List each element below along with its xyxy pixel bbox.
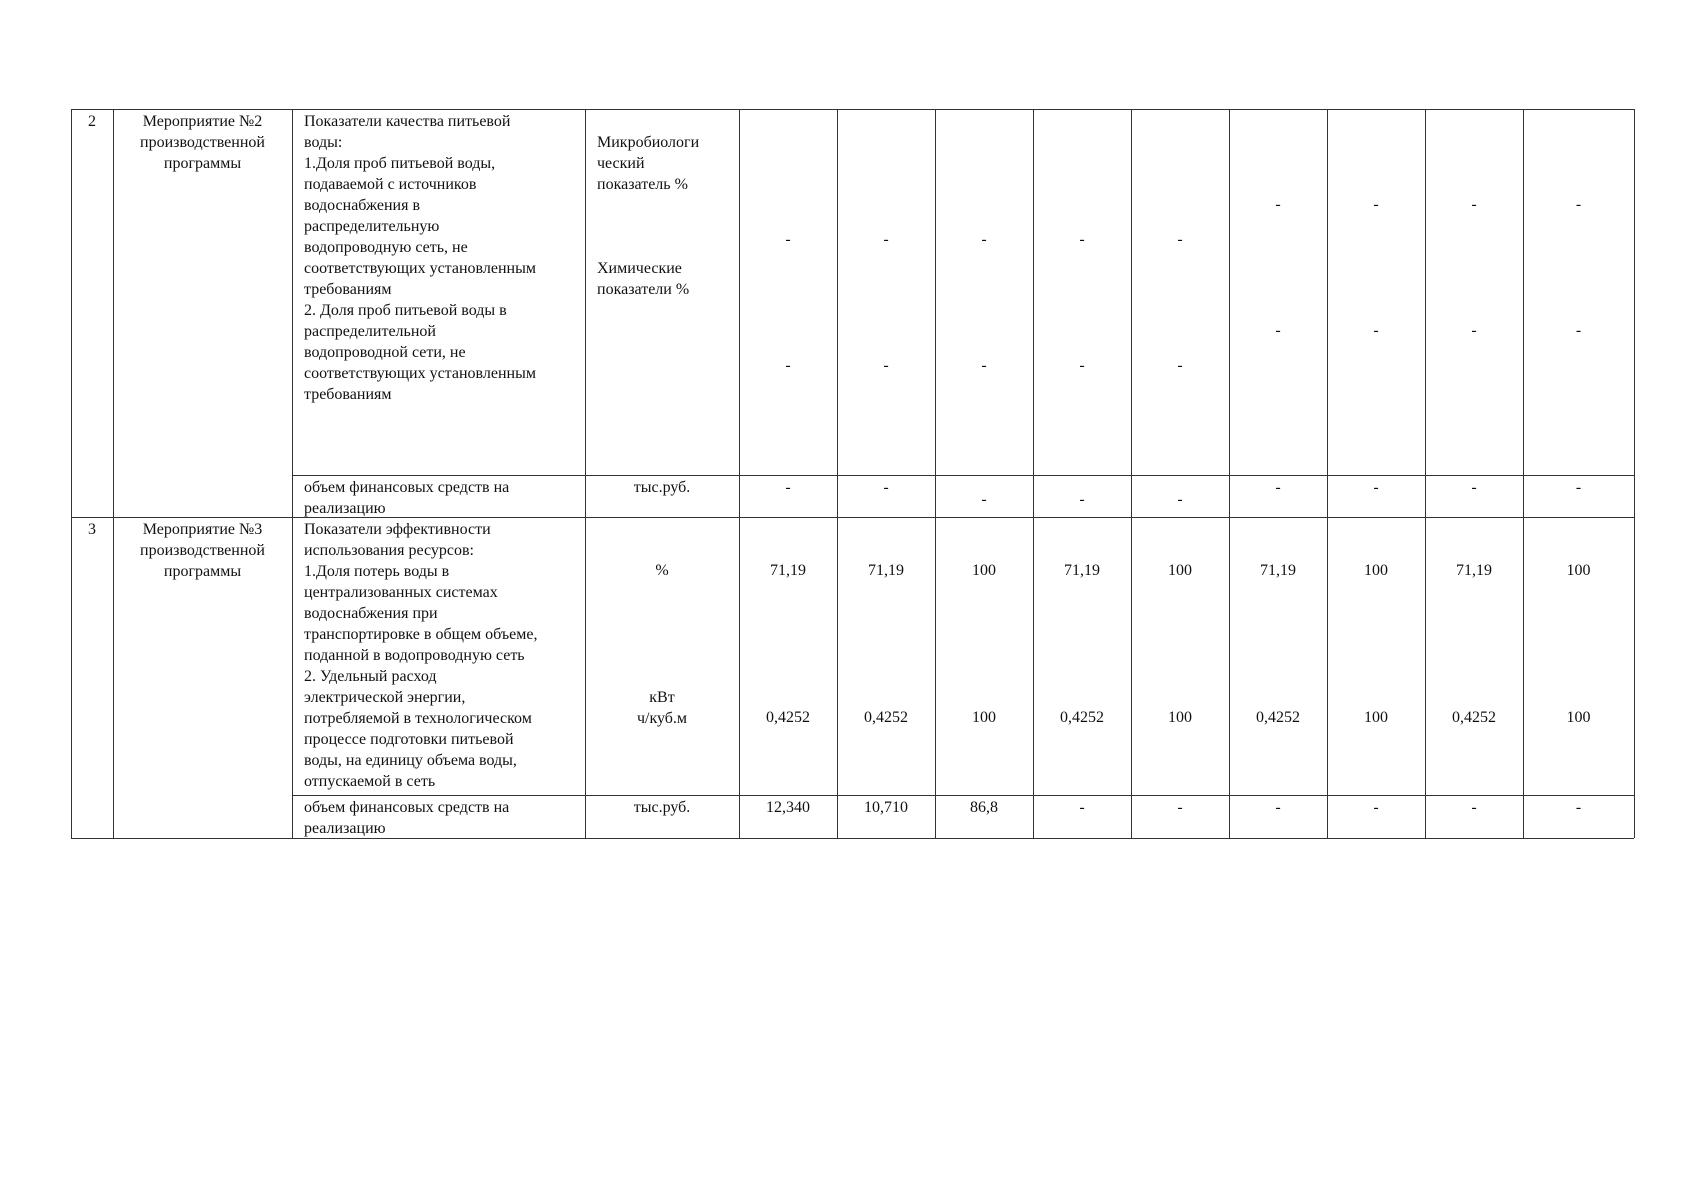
indicator-value: 0,4252 [1256,709,1300,726]
indicator-value: - [1275,196,1281,213]
indicator-value: 100 [1364,709,1388,726]
finance-label: объем финансовых средств на реализацию [304,799,510,837]
indicator-value: - [1079,231,1085,248]
unit-label: % [655,562,669,579]
table-grid-line [1523,109,1524,838]
indicator-value: 71,19 [770,562,806,579]
indicator-value: 100 [1364,562,1388,579]
indicator-description: Показатели эффективности использования ресурсов: 1.Доля потерь воды в централизованных системах водоснабжения при транспортировке в общем объеме, поданной в водопроводную сеть 2. Удельный расход электрической энергии, потребляемой в технологическом процессе подготовки питьевой воды, на единицу объема воды, отпускаемой в сеть [304,521,538,790]
indicator-value: 100 [1168,709,1192,726]
finance-value: - [1575,479,1582,496]
indicator-value: 0,4252 [1452,709,1496,726]
indicator-value: 100 [972,709,996,726]
indicator-value: - [1177,231,1183,248]
indicator-value: 71,19 [1456,562,1492,579]
indicator-value: - [1575,196,1582,213]
indicator-value: - [883,231,889,248]
finance-value: - [981,491,987,508]
finance-label: объем финансовых средств на реализацию [304,479,510,517]
indicator-value: - [1575,322,1582,339]
table-grid-line [1327,109,1328,838]
finance-value: - [1471,799,1477,816]
finance-unit: тыс.руб. [633,799,691,816]
indicator-value: - [785,357,791,374]
table-grid-line [292,795,1634,796]
indicator-value: 100 [1168,562,1192,579]
table-grid-line [1131,109,1132,838]
finance-value: - [1079,799,1085,816]
table-grid-line [71,109,72,838]
finance-value: - [785,479,791,496]
table-grid-line [739,109,740,838]
table-grid-line [837,109,838,838]
table-grid-line [935,109,936,838]
indicator-value: 100 [972,562,996,579]
finance-value: - [1373,479,1379,496]
table-grid-line [1229,109,1230,838]
finance-value: - [1177,799,1183,816]
finance-value: - [1079,491,1085,508]
indicator-value: - [1079,357,1085,374]
indicator-value: - [785,231,791,248]
finance-value: - [1471,479,1477,496]
indicator-value: - [1373,322,1379,339]
finance-value: 12,340 [766,799,810,816]
event-name: Мероприятие №3 производственной программы [140,521,265,580]
indicator-value: 0,4252 [1060,709,1104,726]
indicator-value: - [1373,196,1379,213]
indicator-description: Показатели качества питьевой воды: 1.Доля проб питьевой воды, подаваемой с источников водоснабжения в распределительную водопроводную сеть, не соответствующих установленным требованиям 2. Доля проб питьевой воды в распределительной водопроводной сети, не соответствующих установленным требованиям [304,113,536,403]
event-name: Мероприятие №2 производственной программы [140,113,265,172]
unit-label: Микробиологи ческий показатель % [597,134,700,193]
row-number: 3 [88,521,96,538]
finance-value: - [1373,799,1379,816]
table-grid-line [71,109,1634,110]
unit-label: Химические показатели % [597,260,690,298]
row-number: 2 [88,113,96,130]
indicator-value: - [1275,322,1281,339]
indicator-value: 0,4252 [766,709,810,726]
finance-value: - [1275,799,1281,816]
finance-value: - [883,479,889,496]
indicator-value: - [981,357,987,374]
indicator-value: 100 [1566,562,1591,579]
table-grid-line [1425,109,1426,838]
indicator-value: - [1177,357,1183,374]
finance-unit: тыс.руб. [633,479,691,496]
indicator-value: 71,19 [1260,562,1296,579]
indicator-value: 100 [1566,709,1591,726]
indicator-value: 71,19 [1064,562,1100,579]
table-grid-line [113,109,114,838]
unit-label: кВт ч/куб.м [636,689,688,727]
table-grid-line [1033,109,1034,838]
finance-value: - [1177,491,1183,508]
indicator-value: - [1471,196,1477,213]
indicator-value: - [981,231,987,248]
table-grid-line [292,475,1634,476]
table-grid-line [292,109,293,838]
finance-value: - [1275,479,1281,496]
indicator-value: - [883,357,889,374]
finance-value: - [1575,799,1582,816]
finance-value: 86,8 [970,799,998,816]
table-grid-line [1634,109,1635,838]
indicator-value: 0,4252 [864,709,908,726]
finance-value: 10,710 [864,799,908,816]
indicator-value: - [1471,322,1477,339]
indicator-value: 71,19 [868,562,904,579]
